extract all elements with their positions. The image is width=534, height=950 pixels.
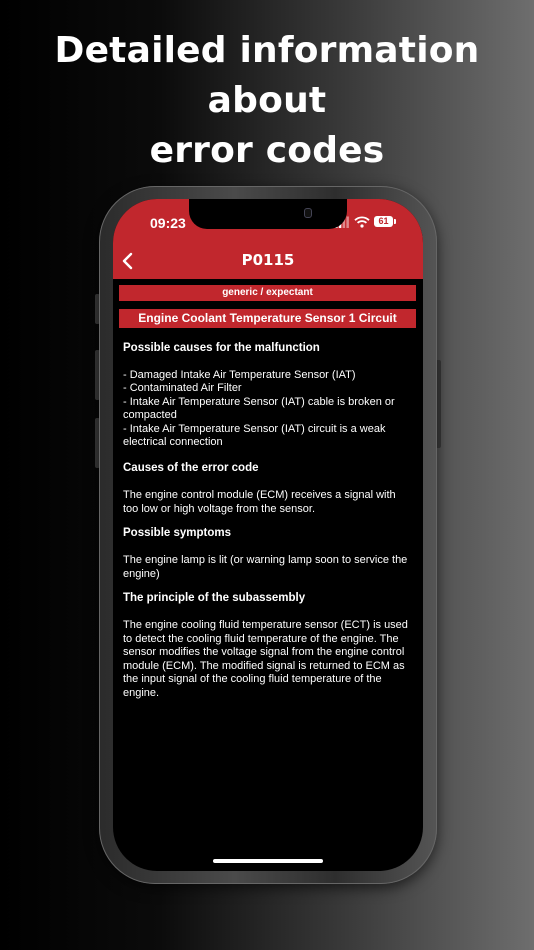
section-title-symptoms: Possible symptoms [123,527,232,540]
camera-dot [304,208,312,218]
code-type-badge: generic / expectant [119,285,416,301]
list-item: - Intake Air Temperature Sensor (IAT) cable is broken or [123,395,395,408]
list-item: electrical connection [123,436,223,449]
wifi-icon [354,216,370,228]
page-title: P0115 [241,251,295,269]
phone-screen [113,199,423,871]
symptoms-text: The engine lamp is lit (or warning lamp soon to service the engine) [123,554,408,580]
code-details [123,341,413,710]
section-title-error-causes: Causes of the error code [123,462,259,475]
promo-headline [0,26,534,176]
error-causes-text: The engine control module (ECM) receives a signal with too low or high voltage from the sensor. [123,489,396,515]
battery-tip [394,219,396,224]
phone-notch [189,199,347,229]
principle-text: The engine cooling fluid temperature sensor (ECT) is used to detect the cooling fluid temperature of the engine. The sensor modifies the voltage signal from the engine control module (ECM). The modified signal is returned to ECM as the input signal of the cooling fluid temperature of the engine. [123,619,408,699]
home-indicator[interactable] [213,859,323,863]
list-item: - Damaged Intake Air Temperature Sensor (IAT) [123,369,356,381]
section-title-principle: The principle of the subassembly [123,592,306,605]
causes-list [123,369,413,449]
promo-headline-line-1: Detailed information about [54,30,480,121]
app-bar [113,199,423,279]
list-item: - Contaminated Air Filter [123,382,242,395]
status-time: 09:23 [150,215,186,231]
promo-headline-line-2: error codes [149,130,385,171]
battery-icon: 61 [374,216,393,227]
list-item: - Intake Air Temperature Sensor (IAT) circuit is a weak [123,422,386,435]
section-title-causes: Possible causes for the malfunction [123,342,320,354]
list-item: compacted [123,409,177,422]
code-description-banner: Engine Coolant Temperature Sensor 1 Circuit [119,309,416,328]
